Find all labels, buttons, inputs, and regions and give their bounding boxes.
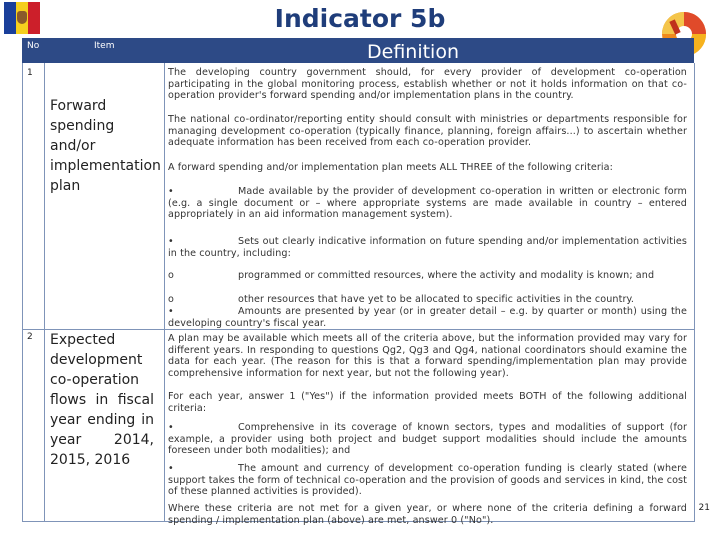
table-divider-no bbox=[44, 63, 45, 521]
bullet-mark: • bbox=[168, 186, 174, 197]
row-2-item: Expected development co-operation flows in fiscal year ending in year 2014, 2015, 2016 bbox=[50, 332, 154, 468]
bullet-mark: • bbox=[168, 463, 174, 474]
page-number: 21 bbox=[698, 503, 710, 513]
bullet-mark: • bbox=[168, 422, 174, 433]
definition-paragraph-5: For each year, answer 1 ("Yes") if the information provided meets BOTH of the following additional criteria: bbox=[168, 391, 687, 414]
additional-criterion-1-text: Comprehensive in its coverage of known sectors, types and modalities of support (for example, a provider using both project and budget support modalities should include the amounts foreseen under both modalities); and bbox=[168, 422, 687, 457]
bullet-mark: • bbox=[168, 236, 174, 247]
definition-paragraph-2: The national co-ordinator/reporting entity should consult with ministries or departments responsible for managing development co-operation (typically finance, planning, foreign affairs...) to ascertain whether adequate information has been received from each co-operation provider. bbox=[168, 114, 687, 149]
table-border-left bbox=[22, 63, 23, 521]
sub-item-1-text: programmed or committed resources, where the activity and modality is known; and bbox=[238, 270, 655, 281]
page-title: Indicator 5b bbox=[274, 4, 446, 33]
definition-paragraph-6: Where these criteria are not met for a given year, or where none of the criteria defining a forward spending / implementation plan (above) are met, answer 0 ("No"). bbox=[168, 503, 687, 526]
definition-paragraph-1: The developing country government should, for every provider of development co-operation participating in the global monitoring process, establish whether or not it holds information on that co-operation provider's forward spending and/or implementation plans in the country. bbox=[168, 67, 687, 102]
criterion-bullet-3 bbox=[168, 306, 687, 329]
criterion-2-text: Sets out clearly indicative information on future spending and/or implementation activities in the country, including: bbox=[168, 236, 687, 259]
additional-criterion-2 bbox=[168, 463, 687, 498]
sub-item-1 bbox=[168, 270, 687, 282]
definition-paragraph-4: A plan may be available which meets all of the criteria above, but the information provided may vary for different years. In responding to questions Qg2, Qg3 and Qg4, national coordinators should examine the data for each year. (The reason for this is that a forward spending/implementation plan may provide comprehensive information for next year, but not the following year). bbox=[168, 333, 687, 379]
definition-paragraph-3: A forward spending and/or implementation plan meets ALL THREE of the following criteria: bbox=[168, 162, 613, 173]
sub-bullet-mark: o bbox=[168, 270, 174, 281]
row-1-number: 1 bbox=[27, 68, 33, 78]
table-header bbox=[22, 38, 694, 63]
table-divider-item bbox=[164, 63, 165, 521]
criterion-1-text: Made available by the provider of development co-operation in written or electronic form (e.g. a single document or – where appropriate systems are made available in country – entered appropriately in an aid information management system). bbox=[168, 186, 687, 221]
sub-bullet-mark: o bbox=[168, 294, 174, 305]
criterion-bullet-1 bbox=[168, 186, 687, 221]
sub-item-2 bbox=[168, 294, 687, 306]
table-border-right bbox=[694, 63, 695, 521]
additional-criterion-1 bbox=[168, 422, 687, 457]
header-item: Item bbox=[94, 41, 115, 51]
additional-criterion-2-text: The amount and currency of development co-operation funding is clearly stated (where support takes the form of technical co-operation and the provision of goods and services in kind, the cost of these planned activities is provided). bbox=[168, 463, 687, 498]
criterion-bullet-2 bbox=[168, 236, 687, 259]
bullet-mark: • bbox=[168, 306, 174, 317]
row-2-number: 2 bbox=[27, 332, 33, 342]
row-1-item: Forward spending and/or implementation plan bbox=[50, 98, 161, 194]
criterion-3-text: Amounts are presented by year (or in greater detail – e.g. by quarter or month) using the developing country's fiscal year. bbox=[168, 306, 687, 329]
header-definition: Definition bbox=[367, 41, 460, 63]
sub-item-2-text: other resources that have yet to be allocated to specific activities in the country. bbox=[238, 294, 635, 305]
header-no: No bbox=[27, 41, 40, 51]
